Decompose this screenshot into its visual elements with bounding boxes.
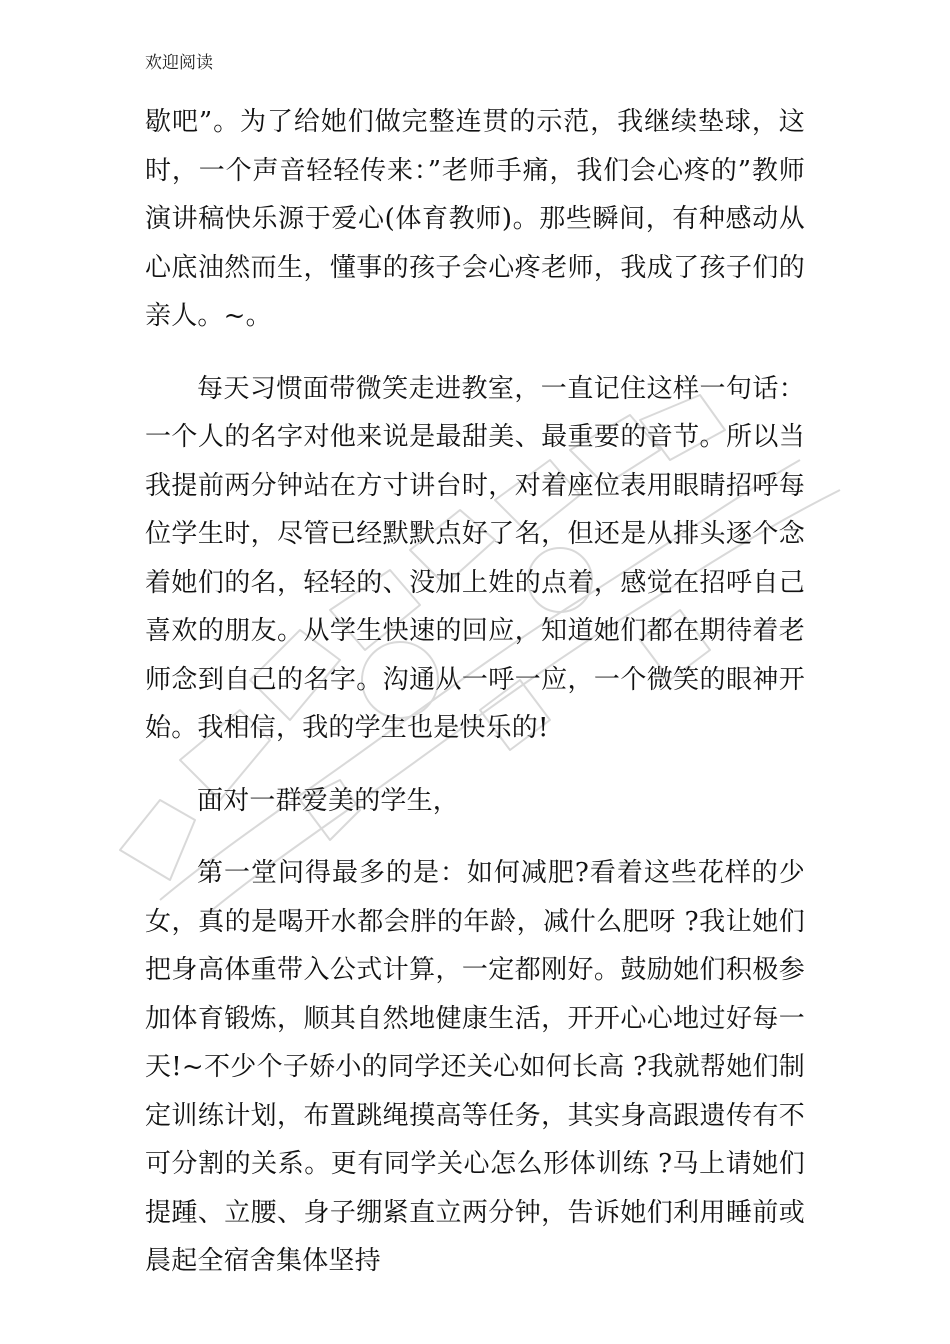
paragraph-2: 每天习惯面带微笑走进教室，一直记住这样一句话：一个人的名字对他来说是最甜美、最重要的音节。所以当我提前两分钟站在方寸讲台时，对着座位表用眼睛招呼每位学生时，尽管已经默默点好了名，但还是从排头逐个念着她们的名，轻轻的、没加上姓的点着，感觉在招呼自己喜欢的朋友。从学生快速的回应，知道她们都在期待着老师念到自己的名字。沟通从一呼一应，一个微笑的眼神开始。我相信，我的学生也是快乐的! <box>145 373 805 743</box>
page-header: 欢迎阅读 <box>145 53 213 73</box>
article-body <box>145 98 805 1286</box>
paragraph-3: 面对一群爱美的学生， <box>197 785 460 816</box>
paragraph-4: 第一堂问得最多的是：如何减肥?看着这些花样的少女，真的是喝开水都会胖的年龄，减什么肥呀 ?我让她们把身高体重带入公式计算，一定都刚好。鼓励她们积极参加体育锻炼，顺其自然地健康生活，开开心心地过好每一天!~不少个子娇小的同学还关心如何长高 ?我就帮她们制定训练计划，布置跳绳摸高等任务，其实身高跟遗传有不可分割的关系。更有同学关心怎么形体训练 ?马上请她们提踵、立腰、身子绷紧直立两分钟，告诉她们利用睡前或晨起全宿舍集体坚持 <box>145 858 805 1276</box>
paragraph-1: 歇吧”。为了给她们做完整连贯的示范，我继续垫球，这时，一个声音轻轻传来：”老师手痛，我们会心疼的”教师演讲稿快乐源于爱心(体育教师)。那些瞬间，有种感动从心底油然而生，懂事的孩子会心疼老师，我成了孩子们的亲人。~。 <box>145 107 805 331</box>
